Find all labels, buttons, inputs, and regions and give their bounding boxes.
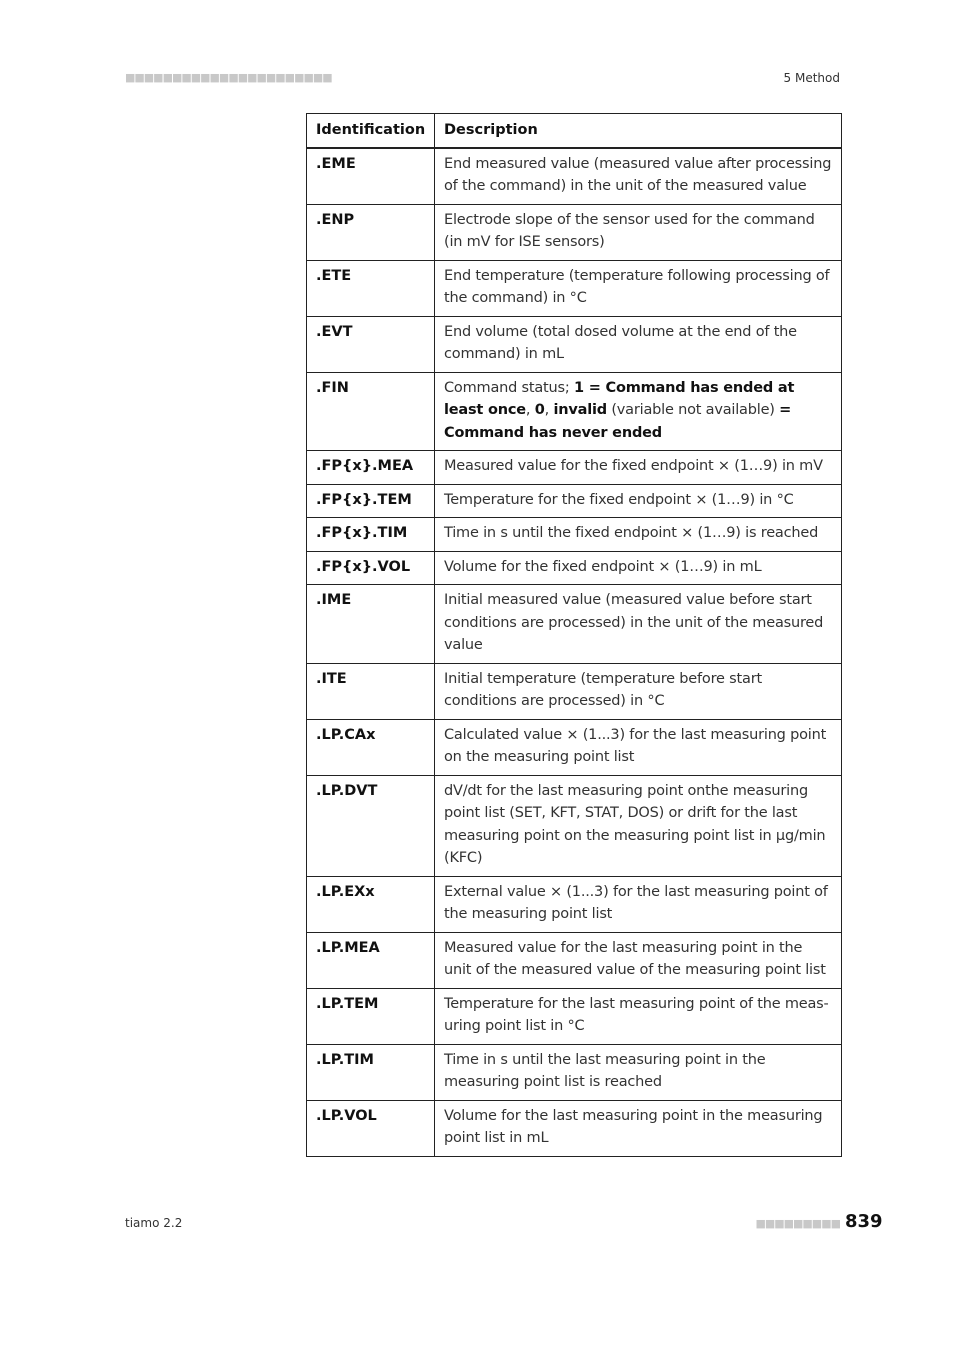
variable-table <box>306 113 842 1157</box>
description-cell: Time in s until the fixed endpoint × (1…9) is reached <box>435 518 842 552</box>
description-cell: End volume (total dosed volume at the end of the command) in mL <box>435 316 842 372</box>
identification-cell: .LP.TEM <box>307 988 435 1044</box>
page-number: 839 <box>845 1211 883 1232</box>
table-row <box>307 932 842 988</box>
description-text: Command status; <box>444 379 574 396</box>
status-ended-text: 1 = Command has ended at least once <box>444 379 795 418</box>
identification-cell: .LP.MEA <box>307 932 435 988</box>
product-name: tiamo 2.2 <box>125 1216 183 1230</box>
identification-cell: .LP.TIM <box>307 1044 435 1100</box>
description-cell <box>435 372 842 451</box>
description-cell: End measured value (measured value after processing of the command) in the unit of the measured value <box>435 148 842 205</box>
description-cell: Measured value for the fixed endpoint × (1…9) in mV <box>435 451 842 485</box>
description-cell: Electrode slope of the sensor used for the command (in mV for ISE sensors) <box>435 204 842 260</box>
description-cell: Temperature for the fixed endpoint × (1…9) in °C <box>435 484 842 518</box>
identification-cell: .ETE <box>307 260 435 316</box>
description-cell: Initial measured value (measured value before start conditions are processed) in the unit of the measured value <box>435 585 842 664</box>
description-cell: End temperature (temperature following processing of the command) in °C <box>435 260 842 316</box>
description-cell: Temperature for the last measuring point of the measuring point list in °C <box>435 988 842 1044</box>
table-row <box>307 372 842 451</box>
status-zero-text: 0 <box>534 402 545 418</box>
table-row <box>307 663 842 719</box>
table-header-row <box>307 114 842 148</box>
table-row <box>307 518 842 552</box>
description-cell: Volume for the fixed endpoint × (1…9) in mL <box>435 551 842 585</box>
table-row <box>307 451 842 485</box>
table-row <box>307 204 842 260</box>
table-row <box>307 775 842 876</box>
identification-cell: .IME <box>307 585 435 664</box>
identification-cell: .EVT <box>307 316 435 372</box>
table-row <box>307 484 842 518</box>
header-decoration: ■■■■■■■■■■■■■■■■■■■■■■ <box>125 71 332 84</box>
status-invalid-text: invalid <box>553 402 607 418</box>
table-row <box>307 1100 842 1156</box>
description-cell: Initial temperature (temperature before start conditions are processed) in °C <box>435 663 842 719</box>
identification-cell: .LP.VOL <box>307 1100 435 1156</box>
identification-cell: .LP.EXx <box>307 876 435 932</box>
identification-cell: .FP{x}.MEA <box>307 451 435 485</box>
table-row <box>307 585 842 664</box>
table-row <box>307 260 842 316</box>
table-row <box>307 148 842 205</box>
status-never-ended-text: = Command has never ended <box>444 402 792 441</box>
table-row <box>307 551 842 585</box>
identification-cell: .EME <box>307 148 435 205</box>
identification-cell: .ENP <box>307 204 435 260</box>
chapter-title: 5 Method <box>783 71 840 85</box>
table-row <box>307 719 842 775</box>
description-cell: Volume for the last measuring point in the measuring point list in mL <box>435 1100 842 1156</box>
identification-cell: .ITE <box>307 663 435 719</box>
description-text: (variable not available) <box>606 402 780 418</box>
description-cell: Calculated value × (1...3) for the last measuring point on the measuring point list <box>435 719 842 775</box>
description-cell: External value × (1...3) for the last measuring point of the measuring point list <box>435 876 842 932</box>
table-row <box>307 988 842 1044</box>
description-cell: dV/dt for the last measuring point onthe measuring point list (SET, KFT, STAT, DOS) or drift for the last measuring point on the measuring point list in µg/min (KFC) <box>435 775 842 876</box>
identification-cell: .FP{x}.TIM <box>307 518 435 552</box>
identification-cell: .FIN <box>307 372 435 451</box>
identification-cell: .FP{x}.VOL <box>307 551 435 585</box>
footer-decoration: ■■■■■■■■■ <box>755 1217 840 1230</box>
description-cell: Measured value for the last measuring point in the unit of the measured value of the measuring point list <box>435 932 842 988</box>
table-row <box>307 316 842 372</box>
table-row <box>307 1044 842 1100</box>
column-header-description: Description <box>435 114 842 148</box>
identification-cell: .LP.CAx <box>307 719 435 775</box>
identification-cell: .LP.DVT <box>307 775 435 876</box>
description-cell: Time in s until the last measuring point in the measuring point list is reached <box>435 1044 842 1100</box>
identification-cell: .FP{x}.TEM <box>307 484 435 518</box>
column-header-identification: Identification <box>307 114 435 148</box>
table-row <box>307 876 842 932</box>
separator-text: , <box>544 402 554 418</box>
separator-text: , <box>525 402 535 418</box>
